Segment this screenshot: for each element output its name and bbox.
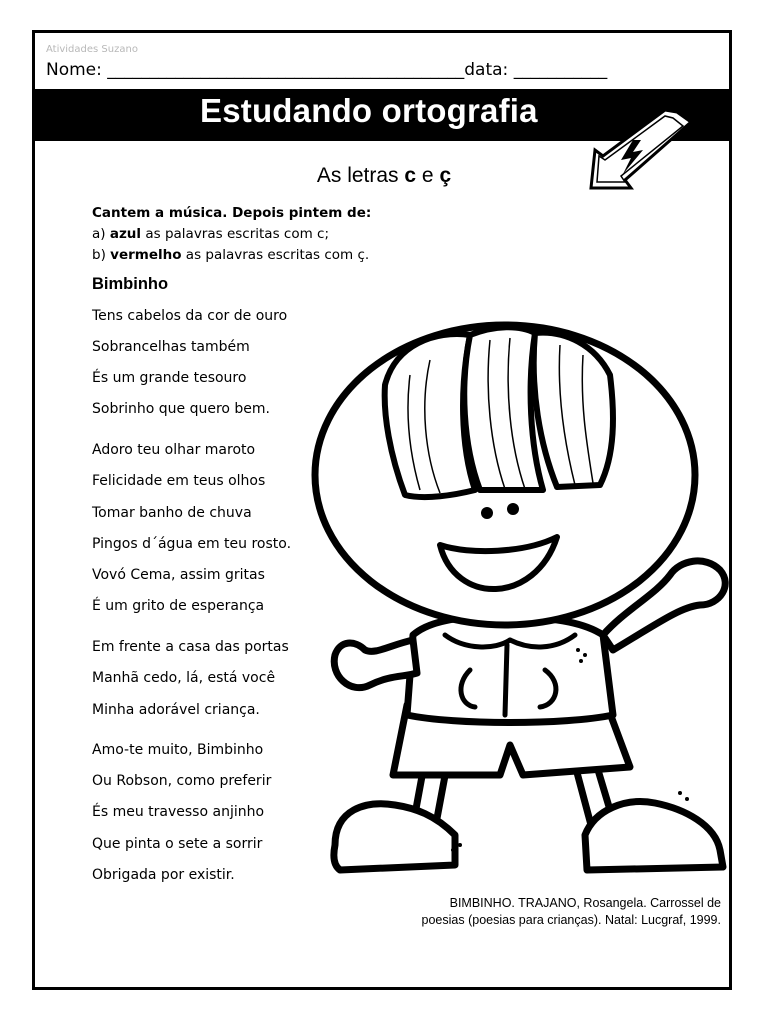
- poem-verse: Ou Robson, como preferir: [92, 773, 272, 789]
- poem-verse: Vovó Cema, assim gritas: [92, 567, 265, 583]
- watermark: Atividades Suzano: [46, 44, 138, 55]
- page-title: Estudando ortografia: [200, 92, 538, 129]
- subtitle-letter-cedilla: ç: [439, 164, 452, 187]
- name-date-line: Nome: __________________________________________data: ___________: [46, 60, 608, 80]
- subtitle-letter-c: c: [404, 164, 417, 187]
- poem-verse: Amo-te muito, Bimbinho: [92, 742, 264, 758]
- citation-line-2: poesias (poesias para crianças). Natal: Lucgraf, 1999.: [421, 913, 721, 927]
- instructions: [92, 203, 371, 266]
- poem-verse: Obrigada por existir.: [92, 867, 235, 883]
- subtitle-prefix: As letras: [316, 164, 405, 187]
- instructions-title: Cantem a música. Depois pintem de:: [92, 205, 372, 221]
- poem-verse: É um grito de esperança: [92, 598, 265, 614]
- poem-verse: Tens cabelos da cor de ouro: [92, 308, 288, 324]
- instruction-a-color: azul: [109, 226, 142, 242]
- poem-verse: Sobrancelhas também: [92, 339, 250, 355]
- instruction-b-text: as palavras escritas com ç.: [181, 247, 370, 263]
- poem-verse: Sobrinho que quero bem.: [92, 401, 270, 417]
- poem-verse: Em frente a casa das portas: [92, 639, 289, 655]
- instruction-a-prefix: a): [92, 226, 110, 242]
- poem-verse: Tomar banho de chuva: [92, 505, 252, 521]
- poem-verse: Que pinta o sete a sorrir: [92, 836, 263, 852]
- citation-line-1: BIMBINHO. TRAJANO, Rosangela. Carrossel de: [449, 896, 721, 910]
- poem-verse: Adoro teu olhar maroto: [92, 442, 256, 458]
- poem-verse: És meu travesso anjinho: [92, 804, 265, 820]
- poem-verse: Felicidade em teus olhos: [92, 473, 266, 489]
- instruction-a: [92, 224, 371, 245]
- instruction-b-color: vermelho: [110, 247, 182, 263]
- subtitle-middle: e: [416, 164, 440, 187]
- poem-verse: Manhã cedo, lá, está você: [92, 670, 276, 686]
- instruction-b: [92, 245, 371, 266]
- citation: [422, 895, 721, 929]
- boy-cartoon-illustration: [295, 305, 745, 895]
- instruction-b-prefix: b): [92, 247, 111, 263]
- subtitle: [0, 164, 768, 188]
- poem-verse: És um grande tesouro: [92, 370, 247, 386]
- instruction-a-text: as palavras escritas com c;: [141, 226, 330, 242]
- poem-title: Bimbinho: [92, 275, 169, 293]
- poem-verse: Pingos d´água em teu rosto.: [92, 536, 292, 552]
- poem-verse: Minha adorável criança.: [92, 702, 260, 718]
